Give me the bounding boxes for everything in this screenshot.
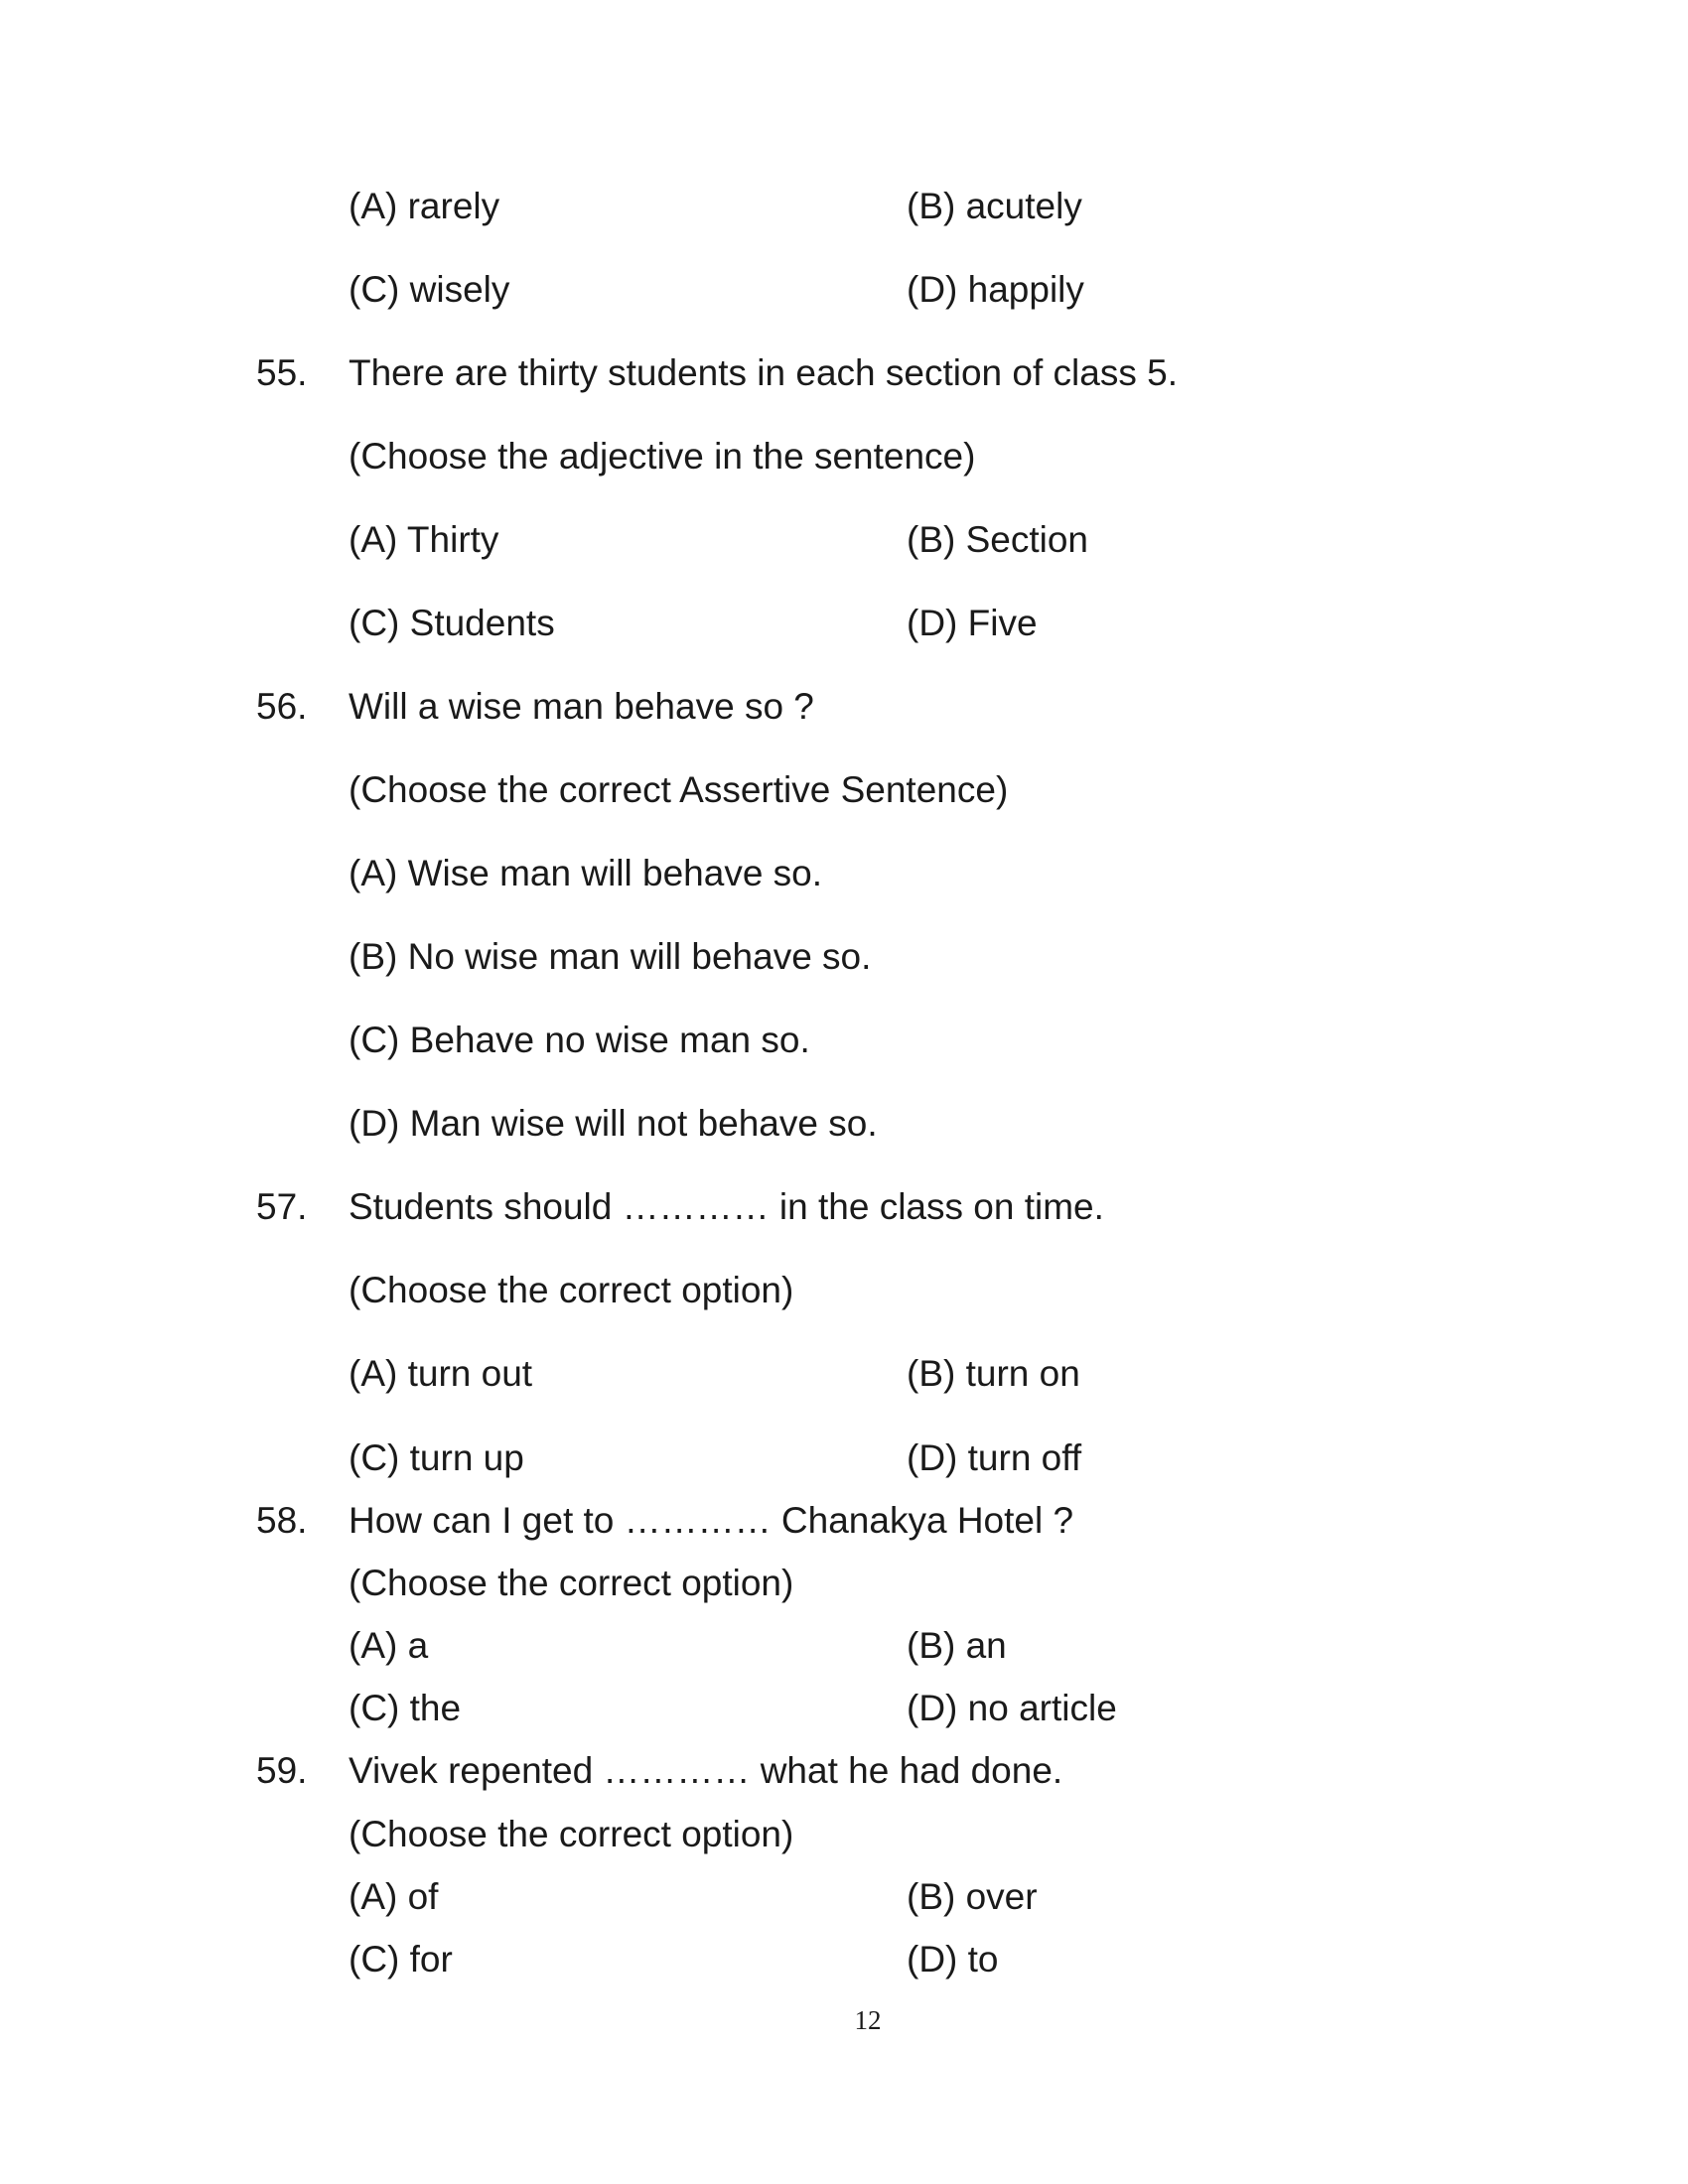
q56-option-d: (D) Man wise will not behave so.	[349, 1103, 878, 1144]
q57-option-d: (D) turn off	[907, 1437, 1082, 1478]
q54-option-d: (D) happily	[907, 269, 1084, 310]
q54-option-c: (C) wisely	[349, 269, 510, 310]
q59-number: 59.	[256, 1750, 308, 1791]
q59-option-a: (A) of	[349, 1876, 439, 1917]
q58-question: How can I get to ………… Chanakya Hotel ?	[349, 1500, 1074, 1541]
q55-instruction: (Choose the adjective in the sentence)	[349, 436, 976, 477]
q57-question: Students should ………… in the class on time.	[349, 1186, 1104, 1227]
q57-option-b: (B) turn on	[907, 1353, 1080, 1394]
q57-option-a: (A) turn out	[349, 1353, 533, 1394]
q56-number: 56.	[256, 686, 308, 727]
q59-option-d: (D) to	[907, 1939, 999, 1979]
q58-option-b: (B) an	[907, 1625, 1007, 1666]
q55-number: 55.	[256, 352, 308, 393]
q59-option-c: (C) for	[349, 1939, 453, 1979]
q54-option-a: (A) rarely	[349, 186, 500, 226]
q59-instruction: (Choose the correct option)	[349, 1814, 794, 1854]
q58-number: 58.	[256, 1500, 308, 1541]
q56-option-b: (B) No wise man will behave so.	[349, 936, 872, 977]
q56-question: Will a wise man behave so ?	[349, 686, 814, 727]
q58-option-a: (A) a	[349, 1625, 429, 1666]
q55-option-a: (A) Thirty	[349, 519, 499, 560]
q58-option-d: (D) no article	[907, 1688, 1117, 1728]
q57-instruction: (Choose the correct option)	[349, 1270, 794, 1310]
q56-instruction: (Choose the correct Assertive Sentence)	[349, 769, 1009, 810]
q55-option-d: (D) Five	[907, 603, 1038, 643]
q56-option-c: (C) Behave no wise man so.	[349, 1020, 810, 1060]
page-number: 12	[854, 2005, 882, 2035]
q55-question: There are thirty students in each section of class 5.	[349, 352, 1178, 393]
q57-number: 57.	[256, 1186, 308, 1227]
q59-question: Vivek repented ………… what he had done.	[349, 1750, 1063, 1791]
q55-option-b: (B) Section	[907, 519, 1089, 560]
q56-option-a: (A) Wise man will behave so.	[349, 853, 823, 893]
q57-option-c: (C) turn up	[349, 1437, 524, 1478]
q59-option-b: (B) over	[907, 1876, 1038, 1917]
q58-option-c: (C) the	[349, 1688, 462, 1728]
q58-instruction: (Choose the correct option)	[349, 1563, 794, 1603]
q54-option-b: (B) acutely	[907, 186, 1082, 226]
q55-option-c: (C) Students	[349, 603, 555, 643]
